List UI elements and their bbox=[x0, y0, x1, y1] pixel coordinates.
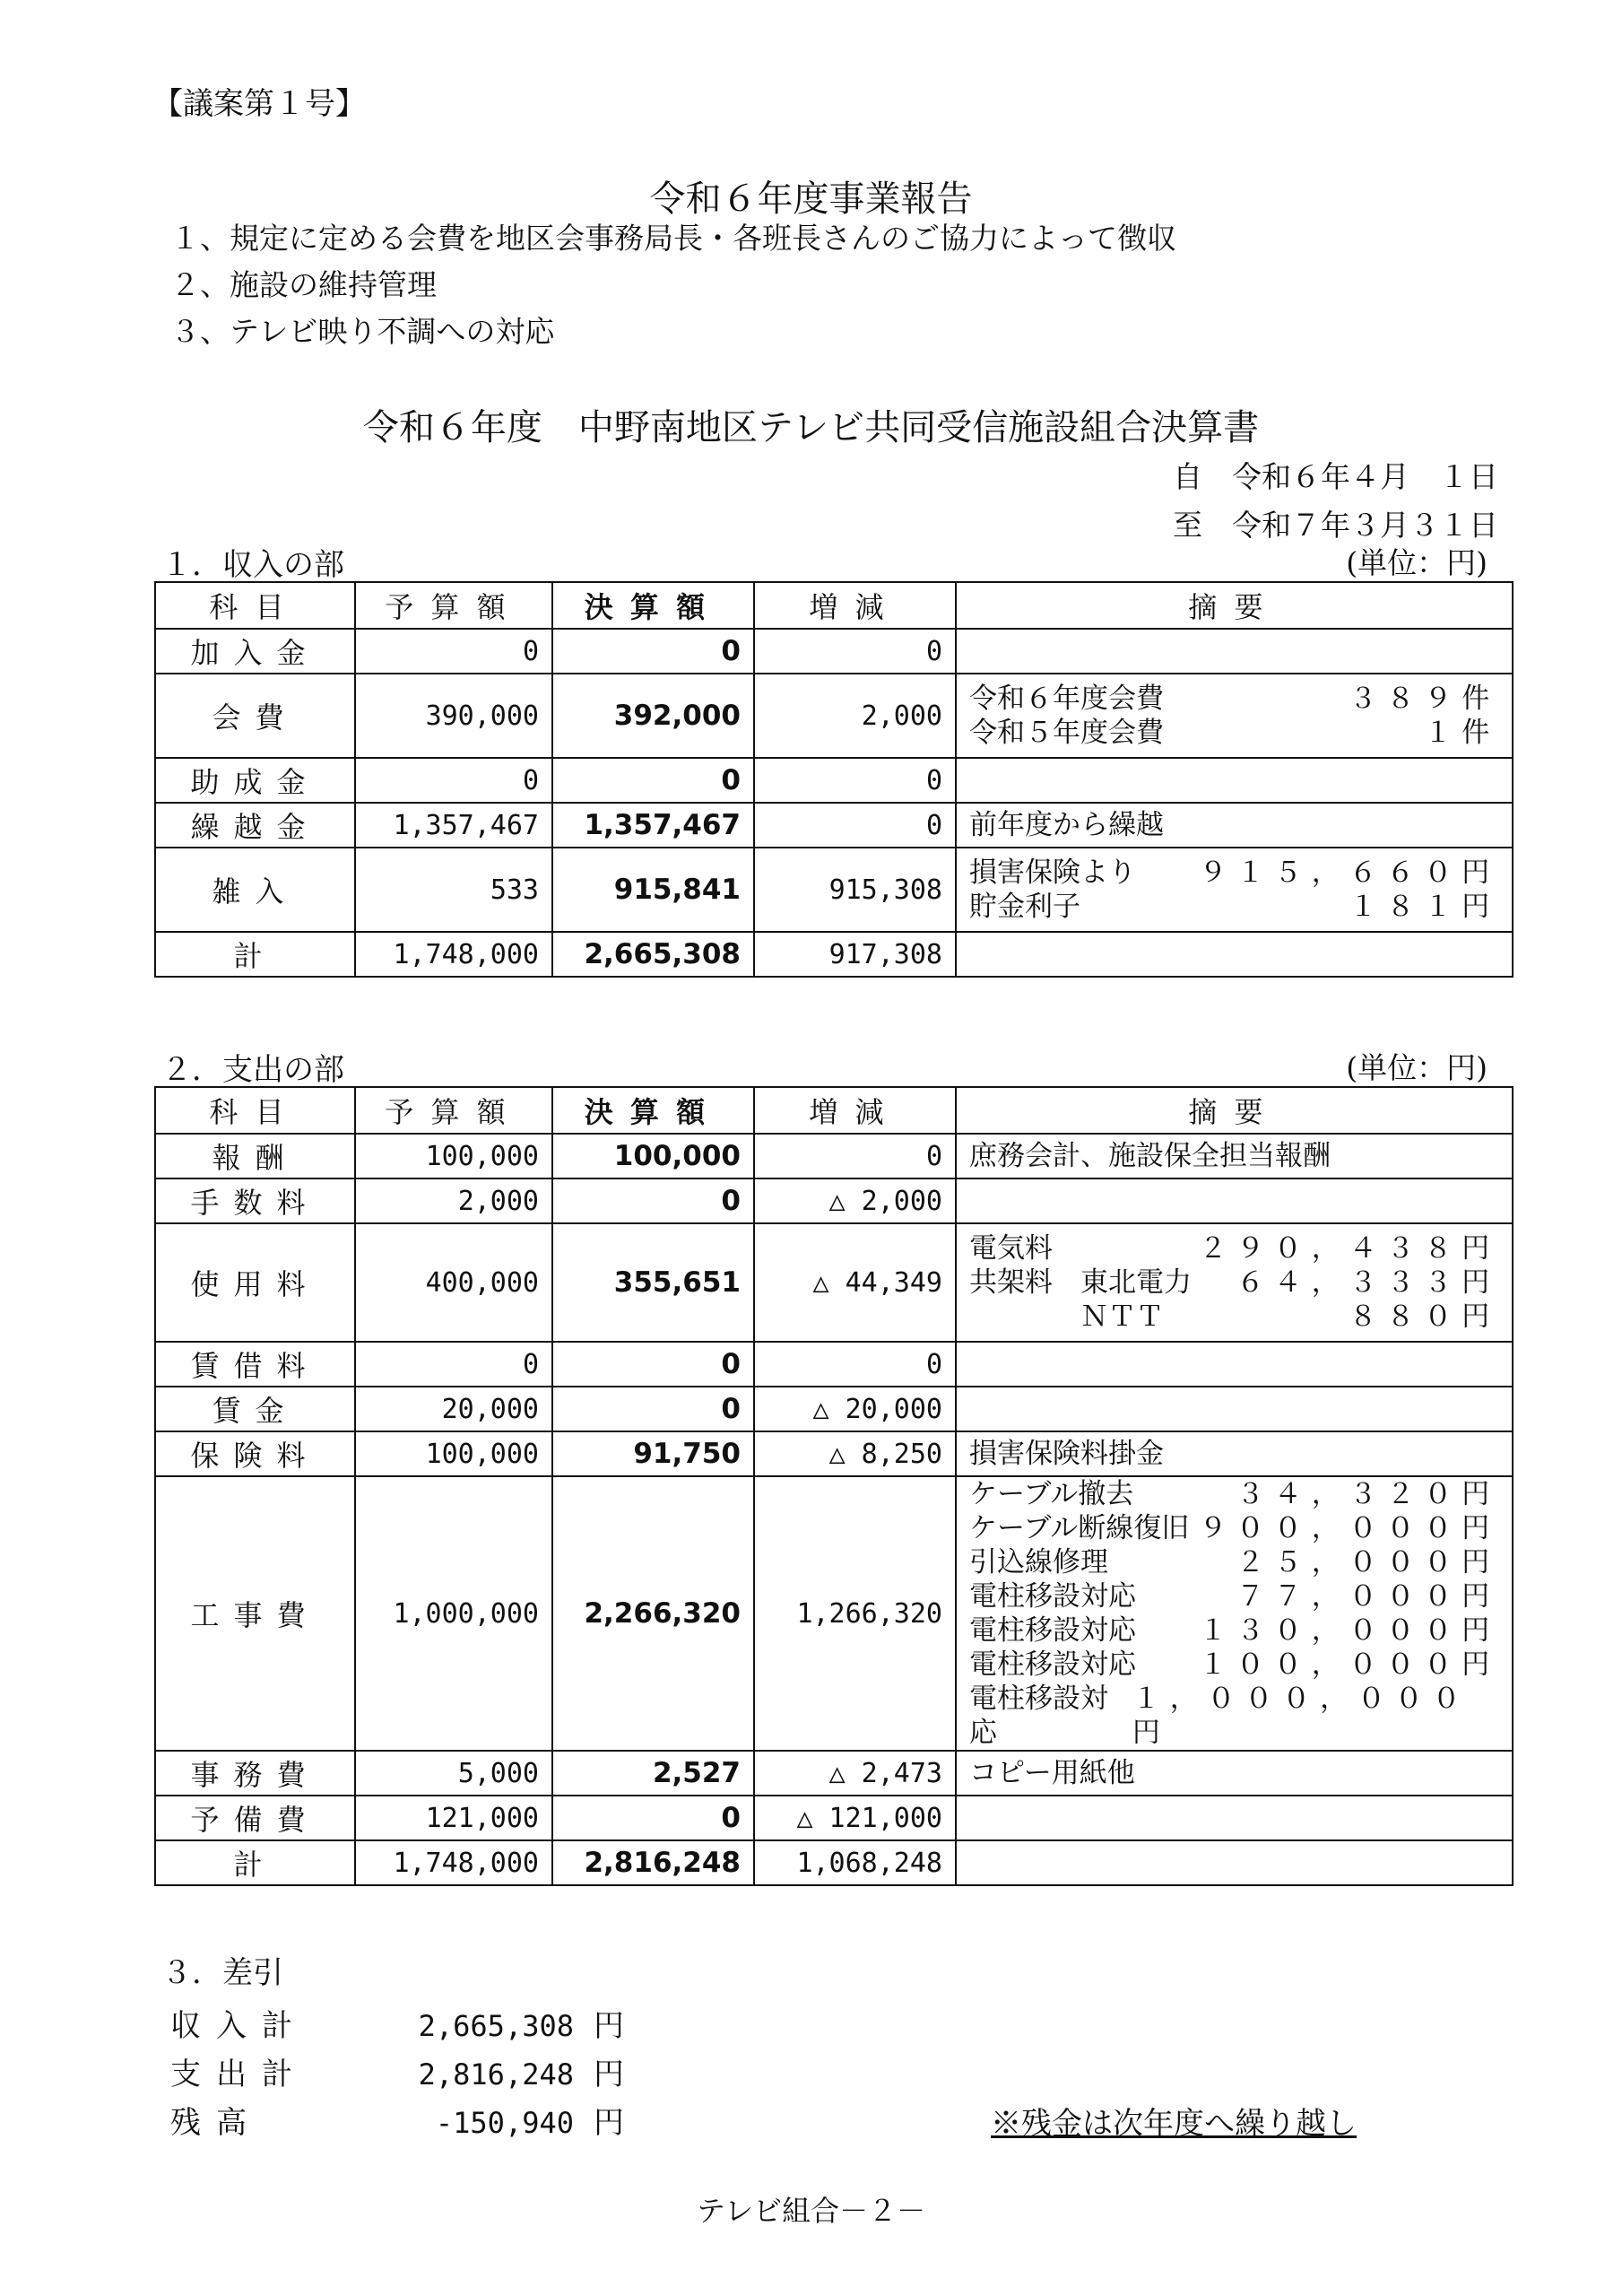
note-label: 電柱移設対応 bbox=[969, 1614, 1136, 1647]
row-item: 賃借料 bbox=[155, 1342, 355, 1387]
col-diff-header: 増減 bbox=[754, 1087, 956, 1134]
report-title: 令和６年度事業報告 bbox=[649, 178, 973, 220]
note-line bbox=[969, 890, 1499, 924]
income-table bbox=[154, 581, 1514, 978]
balance-value: 2,665,308 bbox=[418, 2009, 574, 2043]
row-item: 手数料 bbox=[155, 1178, 355, 1223]
note-label: 前年度から繰越 bbox=[969, 809, 1164, 841]
table-row bbox=[155, 1134, 1513, 1178]
row-budget: 1,748,000 bbox=[355, 932, 552, 977]
note-line bbox=[969, 1756, 1499, 1790]
note-line bbox=[969, 1265, 1499, 1300]
period-to: 至 令和７年３月３１日 bbox=[1173, 508, 1498, 543]
balance-label: 残高 bbox=[170, 2105, 262, 2141]
row-diff: 1,068,248 bbox=[754, 1840, 956, 1885]
row-actual: 2,816,248 bbox=[552, 1840, 754, 1885]
row-actual: 392,000 bbox=[552, 674, 754, 758]
report-item: ２、施設の維持管理 bbox=[170, 267, 437, 302]
row-actual: 0 bbox=[552, 1796, 754, 1840]
income-unit: (単位：円) bbox=[1346, 545, 1488, 580]
note-line bbox=[969, 716, 1499, 750]
row-item: 加入金 bbox=[155, 629, 355, 674]
row-item: 予備費 bbox=[155, 1796, 355, 1840]
row-item: 計 bbox=[155, 1840, 355, 1885]
table-row bbox=[155, 1840, 1513, 1885]
row-notes bbox=[956, 1476, 1513, 1751]
row-diff: 2,000 bbox=[754, 674, 956, 758]
row-actual: 0 bbox=[552, 758, 754, 803]
row-item: 計 bbox=[155, 932, 355, 977]
carry-over-note: ※残金は次年度へ繰り越し bbox=[991, 2106, 1357, 2142]
note-value: ９００，０００円 bbox=[1199, 1512, 1499, 1544]
expense-unit: (単位：円) bbox=[1346, 1050, 1488, 1085]
note-line bbox=[969, 1545, 1499, 1579]
row-budget: 0 bbox=[355, 629, 552, 674]
row-budget: 2,000 bbox=[355, 1178, 552, 1223]
row-diff: 915,308 bbox=[754, 848, 956, 932]
col-diff-header: 増減 bbox=[754, 582, 956, 629]
row-notes bbox=[956, 803, 1513, 848]
table-header-row bbox=[155, 1087, 1513, 1134]
row-diff: △ 44,349 bbox=[754, 1223, 956, 1342]
row-item: 報酬 bbox=[155, 1134, 355, 1178]
report-item: ３、テレビ映り不調への対応 bbox=[170, 314, 555, 349]
row-actual: 0 bbox=[552, 629, 754, 674]
row-actual: 355,651 bbox=[552, 1223, 754, 1342]
note-value: ６４，３３３円 bbox=[1236, 1266, 1499, 1299]
expense-table bbox=[154, 1086, 1514, 1886]
row-notes bbox=[956, 1796, 1513, 1840]
row-budget: 0 bbox=[355, 758, 552, 803]
col-actual-header: 決算額 bbox=[552, 1087, 754, 1134]
row-notes bbox=[956, 1387, 1513, 1431]
balance-value: -150,940 bbox=[435, 2106, 574, 2140]
row-actual: 0 bbox=[552, 1178, 754, 1223]
balance-unit: 円 bbox=[594, 2105, 624, 2141]
note-line bbox=[969, 1511, 1499, 1545]
note-line bbox=[969, 1648, 1499, 1682]
table-row bbox=[155, 674, 1513, 758]
table-row bbox=[155, 1387, 1513, 1431]
note-value: １件 bbox=[1424, 717, 1499, 749]
table-row bbox=[155, 1751, 1513, 1796]
row-actual: 2,527 bbox=[552, 1751, 754, 1796]
row-budget: 1,357,467 bbox=[355, 803, 552, 848]
row-diff: 0 bbox=[754, 803, 956, 848]
note-label: 令和６年度会費 bbox=[969, 683, 1164, 715]
table-row bbox=[155, 629, 1513, 674]
col-notes-header: 摘要 bbox=[956, 1087, 1513, 1134]
note-value: ２５，０００円 bbox=[1236, 1546, 1499, 1578]
note-value: ３８９件 bbox=[1349, 683, 1499, 715]
table-header-row bbox=[155, 582, 1513, 629]
row-budget: 400,000 bbox=[355, 1223, 552, 1342]
row-budget: 100,000 bbox=[355, 1134, 552, 1178]
row-budget: 121,000 bbox=[355, 1796, 552, 1840]
note-label: 貯金利子 bbox=[969, 891, 1080, 923]
col-budget-header: 予算額 bbox=[355, 1087, 552, 1134]
row-notes bbox=[956, 758, 1513, 803]
row-diff: △ 2,473 bbox=[754, 1751, 956, 1796]
row-actual: 2,665,308 bbox=[552, 932, 754, 977]
note-label: ＮＴＴ bbox=[969, 1300, 1164, 1333]
note-value: １３０，０００円 bbox=[1199, 1614, 1499, 1647]
document-title: 令和６年度 中野南地区テレビ共同受信施設組合決算書 bbox=[362, 407, 1260, 448]
row-diff: 0 bbox=[754, 1134, 956, 1178]
table-row bbox=[155, 1476, 1513, 1751]
row-item: 事務費 bbox=[155, 1751, 355, 1796]
note-label: 損害保険料掛金 bbox=[969, 1438, 1164, 1470]
row-diff: 0 bbox=[754, 1342, 956, 1387]
col-actual-header: 決算額 bbox=[552, 582, 754, 629]
col-item-header: 科目 bbox=[155, 582, 355, 629]
note-label: 損害保険より bbox=[969, 857, 1136, 889]
row-diff: △ 20,000 bbox=[754, 1387, 956, 1431]
page-footer: テレビ組合－２－ bbox=[696, 2194, 926, 2228]
row-diff: 0 bbox=[754, 629, 956, 674]
balance-unit: 円 bbox=[594, 2057, 624, 2092]
row-diff: 917,308 bbox=[754, 932, 956, 977]
row-notes bbox=[956, 1431, 1513, 1476]
note-value: ７７，０００円 bbox=[1236, 1580, 1499, 1613]
row-budget: 0 bbox=[355, 1342, 552, 1387]
table-row bbox=[155, 1223, 1513, 1342]
table-row bbox=[155, 848, 1513, 932]
row-notes bbox=[956, 1134, 1513, 1178]
col-notes-header: 摘要 bbox=[956, 582, 1513, 629]
note-line bbox=[969, 808, 1499, 842]
note-label: 電柱移設対応 bbox=[969, 1648, 1136, 1681]
col-budget-header: 予算額 bbox=[355, 582, 552, 629]
balance-value: 2,816,248 bbox=[418, 2057, 574, 2092]
row-actual: 91,750 bbox=[552, 1431, 754, 1476]
row-actual: 915,841 bbox=[552, 848, 754, 932]
note-label: 庶務会計、施設保全担当報酬 bbox=[969, 1140, 1331, 1172]
row-budget: 1,000,000 bbox=[355, 1476, 552, 1751]
note-line bbox=[969, 1579, 1499, 1613]
row-item: 雑入 bbox=[155, 848, 355, 932]
row-item: 繰越金 bbox=[155, 803, 355, 848]
row-budget: 1,748,000 bbox=[355, 1840, 552, 1885]
row-notes bbox=[956, 848, 1513, 932]
note-label: 令和５年度会費 bbox=[969, 717, 1164, 749]
table-row bbox=[155, 932, 1513, 977]
note-line bbox=[969, 1437, 1499, 1471]
table-row bbox=[155, 803, 1513, 848]
row-actual: 1,357,467 bbox=[552, 803, 754, 848]
row-notes bbox=[956, 932, 1513, 977]
balance-row bbox=[170, 2002, 624, 2050]
note-label: 共架料 東北電力 bbox=[969, 1266, 1192, 1299]
row-item: 工事費 bbox=[155, 1476, 355, 1751]
table-row bbox=[155, 1178, 1513, 1223]
note-line bbox=[969, 682, 1499, 716]
note-value: １，０００，０００円 bbox=[1132, 1683, 1470, 1749]
row-notes bbox=[956, 1178, 1513, 1223]
note-line bbox=[969, 1300, 1499, 1334]
fiscal-period bbox=[1173, 453, 1498, 550]
note-line bbox=[969, 856, 1499, 890]
note-value: １８１円 bbox=[1349, 891, 1499, 923]
bill-number: 【議案第１号】 bbox=[152, 86, 366, 122]
note-label: ケーブル断線復旧 bbox=[969, 1512, 1190, 1544]
report-items bbox=[170, 215, 1176, 355]
expense-heading: ２．支出の部 bbox=[161, 1052, 344, 1088]
row-item: 賃金 bbox=[155, 1387, 355, 1431]
row-budget: 100,000 bbox=[355, 1431, 552, 1476]
note-label: 引込線修理 bbox=[969, 1546, 1108, 1578]
balance-label: 支出計 bbox=[170, 2057, 308, 2092]
note-value: ９１５，６６０円 bbox=[1199, 857, 1499, 889]
row-diff: 0 bbox=[754, 758, 956, 803]
row-diff: △ 121,000 bbox=[754, 1796, 956, 1840]
row-item: 会費 bbox=[155, 674, 355, 758]
balance-row bbox=[170, 2050, 624, 2099]
balance-unit: 円 bbox=[594, 2008, 624, 2044]
row-notes bbox=[956, 1840, 1513, 1885]
income-heading: １．収入の部 bbox=[161, 547, 344, 583]
row-diff: 1,266,320 bbox=[754, 1476, 956, 1751]
col-item-header: 科目 bbox=[155, 1087, 355, 1134]
note-label: 電気料 bbox=[969, 1232, 1053, 1265]
balance-summary bbox=[170, 2002, 624, 2147]
note-value: ２９０，４３８円 bbox=[1199, 1232, 1499, 1265]
note-value: １００，０００円 bbox=[1199, 1648, 1499, 1681]
table-row bbox=[155, 1431, 1513, 1476]
note-line bbox=[969, 1139, 1499, 1173]
row-notes bbox=[956, 1342, 1513, 1387]
row-budget: 390,000 bbox=[355, 674, 552, 758]
row-budget: 20,000 bbox=[355, 1387, 552, 1431]
row-notes bbox=[956, 674, 1513, 758]
row-actual: 0 bbox=[552, 1387, 754, 1431]
note-line bbox=[969, 1682, 1499, 1750]
note-label: コピー用紙他 bbox=[969, 1757, 1135, 1789]
row-item: 助成金 bbox=[155, 758, 355, 803]
note-line bbox=[969, 1613, 1499, 1648]
period-from: 自 令和６年４月 １日 bbox=[1173, 459, 1498, 494]
balance-row bbox=[170, 2099, 624, 2147]
row-actual: 0 bbox=[552, 1342, 754, 1387]
note-line bbox=[969, 1231, 1499, 1265]
note-label: 電柱移設対応 bbox=[969, 1683, 1108, 1749]
row-budget: 5,000 bbox=[355, 1751, 552, 1796]
note-label: ケーブル撤去 bbox=[969, 1478, 1134, 1510]
table-row bbox=[155, 758, 1513, 803]
note-value: ８８０円 bbox=[1349, 1300, 1499, 1333]
row-notes bbox=[956, 1223, 1513, 1342]
table-row bbox=[155, 1342, 1513, 1387]
row-diff: △ 8,250 bbox=[754, 1431, 956, 1476]
row-item: 保険料 bbox=[155, 1431, 355, 1476]
row-budget: 533 bbox=[355, 848, 552, 932]
balance-label: 収入計 bbox=[170, 2008, 308, 2044]
note-value: ３４，３２０円 bbox=[1236, 1478, 1499, 1510]
row-notes bbox=[956, 1751, 1513, 1796]
row-actual: 100,000 bbox=[552, 1134, 754, 1178]
note-line bbox=[969, 1477, 1499, 1511]
balance-heading: ３．差引 bbox=[161, 1955, 283, 1991]
row-notes bbox=[956, 629, 1513, 674]
table-row bbox=[155, 1796, 1513, 1840]
row-diff: △ 2,000 bbox=[754, 1178, 956, 1223]
note-label: 電柱移設対応 bbox=[969, 1580, 1136, 1613]
row-item: 使用料 bbox=[155, 1223, 355, 1342]
report-item: １、規定に定める会費を地区会事務局長・各班長さんのご協力によって徴収 bbox=[170, 221, 1176, 256]
row-actual: 2,266,320 bbox=[552, 1476, 754, 1751]
